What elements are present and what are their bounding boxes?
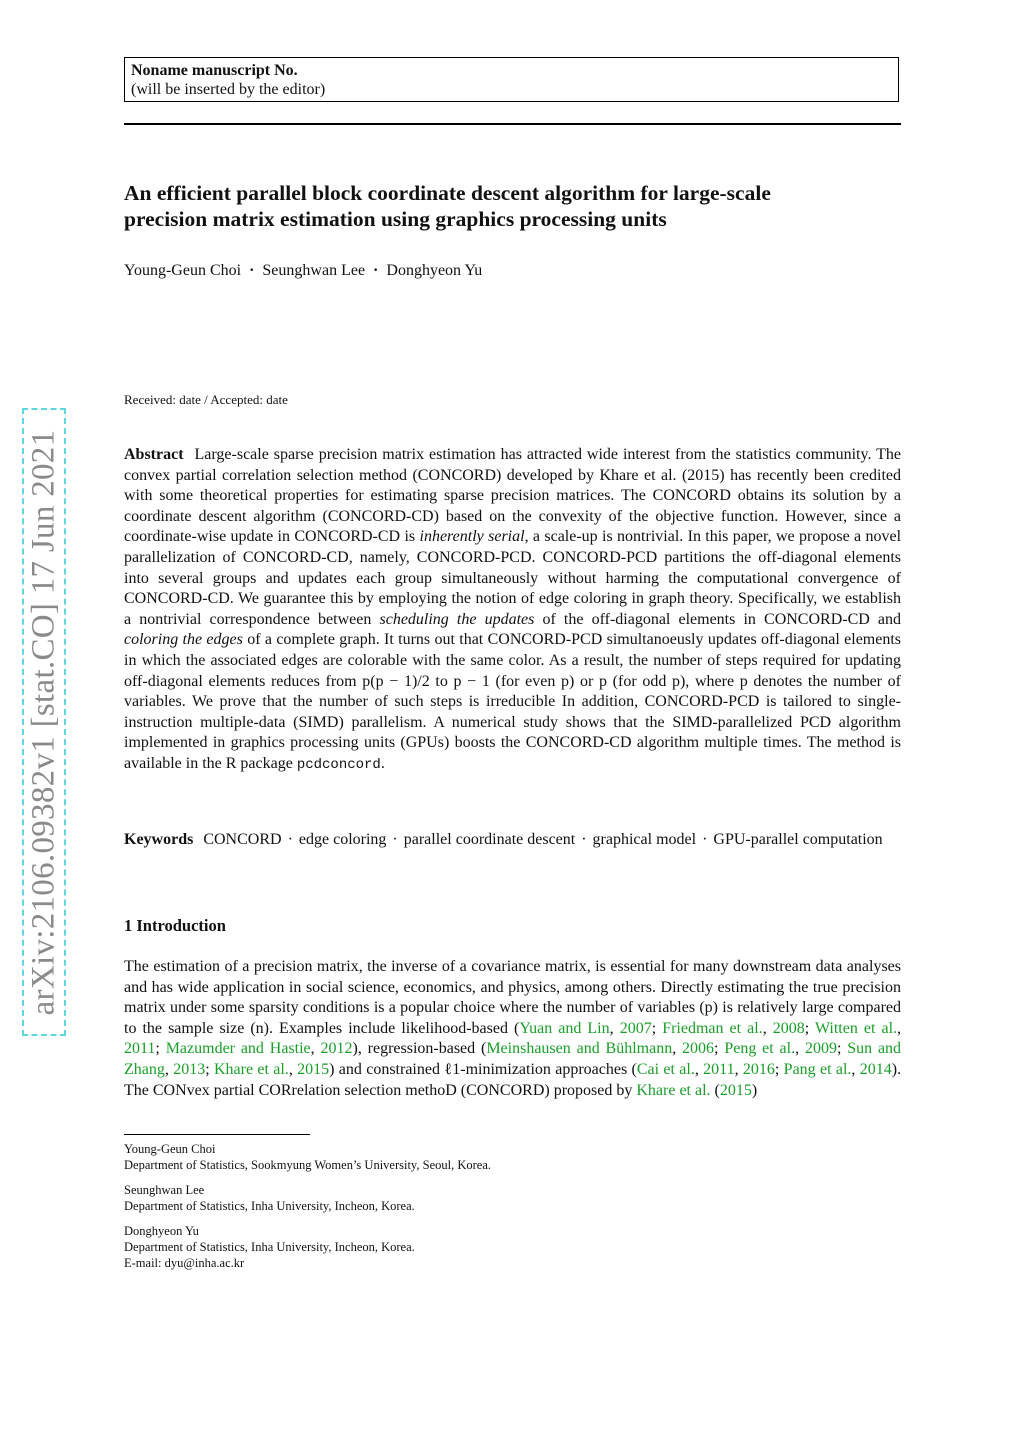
author-1: Young-Geun Choi — [124, 262, 242, 279]
keyword-separator: · — [287, 831, 293, 848]
footnote-rule — [124, 1134, 310, 1135]
citation-link[interactable]: Friedman et al. — [662, 1019, 763, 1037]
author-separator: · — [373, 262, 379, 279]
citation-year-link[interactable]: 2014 — [859, 1060, 892, 1078]
citation-year-link[interactable]: 2012 — [320, 1040, 353, 1058]
footnote-author-2 — [124, 1182, 901, 1215]
citation-year-link[interactable]: 2015 — [719, 1081, 752, 1099]
abstract-text: of the off-diagonal elements in CONCORD-CD and — [542, 610, 902, 628]
citation-year-link[interactable]: 2009 — [804, 1040, 837, 1058]
citation-link[interactable]: Cai et al. — [636, 1060, 695, 1078]
keyword-separator: · — [702, 831, 708, 848]
citation-year-link[interactable]: 2016 — [742, 1060, 775, 1078]
citation-year-link[interactable]: 2011 — [703, 1060, 735, 1078]
keyword: CONCORD — [203, 831, 282, 848]
citation-year-link[interactable]: 2011 — [124, 1040, 156, 1058]
keyword: edge coloring — [298, 831, 387, 848]
citation-link[interactable]: Witten et al. — [814, 1019, 898, 1037]
arxiv-stamp — [22, 408, 66, 1036]
introduction-paragraph: The estimation of a precision matrix, the inverse of a covariance matrix, is essential for many downstream data analyses and has wide application in social science, economics, and physics, among others. Directly estimating the true precision matrix under some sparsity conditions is a popular choice where the number of variables (p) is relatively large compared to the sample size (n). Examples include likelihood-based (Yuan and Lin, 2007; Friedman et al., 2008; Witten et al., 2011; Mazumder and Hastie, 2012), regression-based (Meinshausen and Bühlmann, 2006; Peng et al., 2009; Sun and Zhang, 2013; Khare et al., 2015) and constrained ℓ1-minimization approaches (Cai et al., 2011, 2016; Pang et al., 2014). The CONvex partial CORrelation selection methoD (CONCORD) proposed by Khare et al. (2015) — [124, 958, 902, 1099]
received-date: Received: date / Accepted: date — [124, 392, 288, 407]
abstract-emphasis: scheduling the updates — [379, 610, 535, 628]
keyword-separator: · — [581, 831, 587, 848]
keywords — [124, 829, 901, 850]
abstract-end: . — [380, 754, 385, 772]
keyword: graphical model — [592, 831, 697, 848]
keyword: parallel coordinate descent — [403, 831, 576, 848]
citation-link[interactable]: Yuan and Lin — [519, 1019, 610, 1037]
footnote-author-1 — [124, 1141, 901, 1174]
package-name: pcdconcord — [296, 756, 381, 773]
footnote-name: Seunghwan Lee — [124, 1182, 205, 1197]
intro-text: The estimation of a precision matrix, the inverse of a covariance matrix, is essential for many downstream data analyses and has wide application in social science, economics, and physics, among others. Directly estimating the true precision matrix under some sparsity conditions is a popular choice where the number of variables (p) is relatively large compared to the sample size (n). Examples include likelihood-based ( — [124, 958, 901, 1037]
citation-link[interactable]: Pang et al. — [783, 1060, 852, 1078]
footnote-affiliation: Department of Statistics, Inha University, Incheon, Korea. — [124, 1199, 415, 1214]
footnote-affiliation: Department of Statistics, Inha University, Incheon, Korea. — [124, 1240, 415, 1255]
manuscript-label: Noname manuscript No. — [131, 62, 298, 79]
author-separator: · — [249, 262, 255, 279]
editor-note: (will be inserted by the editor) — [131, 81, 326, 98]
title-line-1: An efficient parallel block coordinate descent algorithm for large-scale — [124, 181, 771, 205]
intro-text: ), regression-based ( — [352, 1040, 487, 1058]
author-3: Donghyeon Yu — [386, 262, 483, 279]
keyword: GPU-parallel computation — [713, 831, 883, 848]
intro-text: ) and constrained ℓ1-minimization approaches ( — [329, 1060, 637, 1078]
abstract-text: Large-scale sparse precision matrix estimation has attracted wide interest from the statistics community. The convex partial correlation selection method (CONCORD) developed by Khare et al. (2015) has recently been credited with some theoretical properties for estimating sparse precision matrices. The CONCORD obtains its solution by a coordinate descent algorithm (CONCORD-CD) based on the convexity of the objective function. However, since a coordinate-wise update in CONCORD-CD is — [124, 446, 902, 546]
intro-text: ). The CONvex partial CORrelation selection methoD (CONCORD) proposed by — [124, 1060, 902, 1099]
author-2: Seunghwan Lee — [262, 262, 366, 279]
citation-year-link[interactable]: 2013 — [173, 1060, 206, 1078]
citation-link[interactable]: Meinshausen and Bühlmann — [486, 1040, 673, 1058]
footnote-name: Donghyeon Yu — [124, 1223, 199, 1238]
abstract-emphasis: coloring the edges — [124, 631, 243, 649]
title-line-2: precision matrix estimation using graphics processing units — [124, 207, 667, 231]
citation-year-link[interactable]: 2006 — [682, 1040, 715, 1058]
citation-link[interactable]: Khare et al. — [636, 1081, 711, 1099]
editor-box — [124, 57, 899, 102]
paper-title — [124, 180, 914, 232]
citation-year-link[interactable]: 2015 — [297, 1060, 330, 1078]
abstract-heading: Abstract — [124, 446, 184, 463]
citation-link[interactable]: Mazumder and Hastie — [165, 1040, 311, 1058]
citation-year-link[interactable]: 2008 — [772, 1019, 805, 1037]
abstract-emphasis: inherently serial — [419, 528, 525, 546]
footnote-affiliation: Department of Statistics, Sookmyung Women’s University, Seoul, Korea. — [124, 1158, 492, 1173]
header-rule — [124, 123, 901, 125]
footnote-email: E-mail: dyu@inha.ac.kr — [124, 1256, 245, 1271]
section-number: 1 — [124, 916, 133, 935]
section-title: Introduction — [136, 916, 226, 935]
citation-link[interactable]: Khare et al. — [213, 1060, 289, 1078]
footnote-author-3 — [124, 1223, 901, 1272]
footnote-name: Young-Geun Choi — [124, 1142, 216, 1156]
author-footnotes — [124, 1141, 901, 1280]
citation-year-link[interactable]: 2007 — [619, 1019, 652, 1037]
keyword-separator: · — [392, 831, 398, 848]
citation-link[interactable]: Peng et al. — [724, 1040, 796, 1058]
author-list — [124, 262, 901, 280]
citation-link[interactable]: Sun and Zhang — [124, 1040, 902, 1078]
abstract-text: of a complete graph. It turns out that CONCORD-PCD simultanoeusly updates off-diagonal elements in which the associated edges are colorable with the same color. As a result, the number of steps required for updating off-diagonal elements reduces from p(p − 1)/2 to p − 1 (for even p) or p (for odd p), where p denotes the number of variables. We prove that the number of such steps is irreducible In addition, CONCORD-PCD is tailored to single-instruction multiple-data (SIMD) parallelism. A numerical study shows that the SIMD-parallelized PCD algorithm implemented in graphics processing units (GPUs) boosts the CONCORD-CD algorithm multiple times. The method is available in the R package — [124, 631, 902, 772]
arxiv-identifier: arXiv:2106.09382v1 [stat.CO] 17 Jun 2021 — [25, 429, 62, 1015]
abstract — [124, 445, 901, 776]
section-heading — [124, 916, 226, 936]
keywords-heading: Keywords — [124, 831, 194, 848]
abstract-text: , a scale-up is nontrivial. In this paper, we propose a novel parallelization of CONCORD-CD, namely, CONCORD-PCD. CONCORD-PCD partitions the off-diagonal elements into several groups and updates each group simultaneously without harming the computational convergence of CONCORD-CD. We guarantee this by employing the notion of edge coloring in graph theory. Specifically, we establish a nontrivial correspondence between — [124, 528, 902, 628]
